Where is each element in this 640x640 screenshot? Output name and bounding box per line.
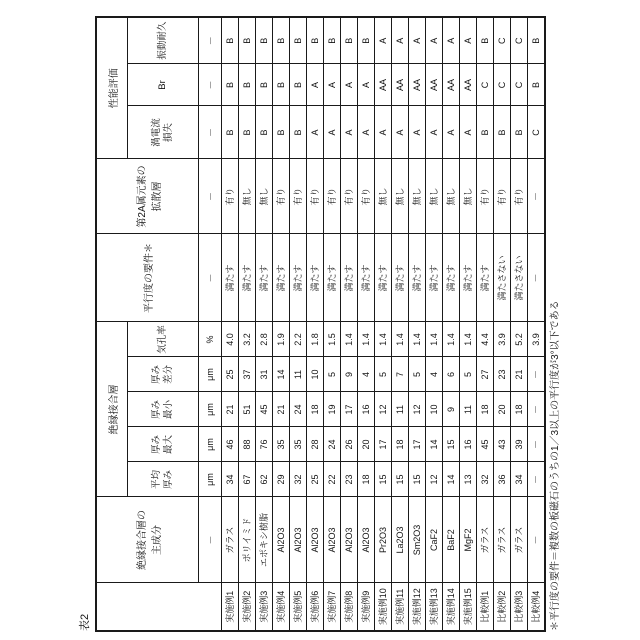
cell-avg-thickness: 12 <box>426 462 443 497</box>
col-header-vibration-durability: 振動耐久 <box>128 17 199 64</box>
cell-vibration-durability: B <box>528 17 546 64</box>
cell-component: La2O3 <box>392 497 409 583</box>
cell-diffusion-layer: 有り <box>477 159 494 234</box>
cell-component: ガラス <box>511 497 528 583</box>
cell-max-thickness: 35 <box>273 427 290 462</box>
table-row <box>256 17 273 631</box>
cell-min-thickness: － <box>528 392 546 427</box>
table-row <box>528 17 546 631</box>
cell-porosity: 5.2 <box>511 322 528 357</box>
cell-max-thickness: 16 <box>460 427 477 462</box>
cell-thickness-diff: 4 <box>426 357 443 392</box>
cell-min-thickness: 18 <box>307 392 324 427</box>
cell-br: C <box>494 64 511 106</box>
cell-max-thickness: 18 <box>392 427 409 462</box>
cell-porosity: 3.9 <box>494 322 511 357</box>
cell-eddy-current-loss: A <box>392 106 409 159</box>
cell-porosity: 3.2 <box>239 322 256 357</box>
cell-avg-thickness: 18 <box>358 462 375 497</box>
table-caption: 表2 <box>79 613 91 631</box>
cell-porosity: 2.2 <box>290 322 307 357</box>
cell-max-thickness: 43 <box>494 427 511 462</box>
row-label: 実施例10 <box>375 583 392 631</box>
cell-max-thickness: 88 <box>239 427 256 462</box>
row-label: 実施例2 <box>239 583 256 631</box>
group-header-insulation-layer: 絶縁接合層 <box>96 322 128 497</box>
cell-thickness-diff: 5 <box>375 357 392 392</box>
row-label: 比較例1 <box>477 583 494 631</box>
cell-parallelism: 満たす <box>426 234 443 322</box>
cell-diffusion-layer: 無し <box>426 159 443 234</box>
cell-br: B <box>273 64 290 106</box>
cell-min-thickness: 10 <box>426 392 443 427</box>
cell-parallelism: 満たす <box>460 234 477 322</box>
cell-max-thickness: 35 <box>290 427 307 462</box>
cell-porosity: 1.9 <box>273 322 290 357</box>
cell-diffusion-layer: 有り <box>307 159 324 234</box>
cell-min-thickness: 21 <box>273 392 290 427</box>
cell-min-thickness: 45 <box>256 392 273 427</box>
table-row <box>392 17 409 631</box>
table-row <box>477 17 494 631</box>
cell-eddy-current-loss: B <box>239 106 256 159</box>
cell-component: ガラス <box>494 497 511 583</box>
row-label: 実施例6 <box>307 583 324 631</box>
cell-thickness-diff: 5 <box>409 357 426 392</box>
cell-min-thickness: 21 <box>222 392 239 427</box>
cell-br: B <box>256 64 273 106</box>
cell-br: B <box>222 64 239 106</box>
cell-max-thickness: 28 <box>307 427 324 462</box>
row-label: 実施例9 <box>358 583 375 631</box>
cell-thickness-diff: － <box>528 357 546 392</box>
cell-br: A <box>307 64 324 106</box>
cell-diffusion-layer: 無し <box>460 159 477 234</box>
cell-max-thickness: － <box>528 427 546 462</box>
cell-thickness-diff: 11 <box>290 357 307 392</box>
cell-br: A <box>324 64 341 106</box>
cell-parallelism: － <box>528 234 546 322</box>
cell-diffusion-layer: 有り <box>358 159 375 234</box>
cell-vibration-durability: B <box>341 17 358 64</box>
cell-avg-thickness: 29 <box>273 462 290 497</box>
cell-parallelism: 満たす <box>358 234 375 322</box>
cell-vibration-durability: B <box>324 17 341 64</box>
cell-thickness-diff: 6 <box>443 357 460 392</box>
cell-porosity: 4.0 <box>222 322 239 357</box>
cell-eddy-current-loss: B <box>256 106 273 159</box>
row-label: 比較例2 <box>494 583 511 631</box>
col-header-min-thickness: 厚み 最小 <box>128 392 199 427</box>
cell-max-thickness: 39 <box>511 427 528 462</box>
cell-diffusion-layer: 無し <box>443 159 460 234</box>
cell-thickness-diff: 23 <box>494 357 511 392</box>
cell-br: B <box>528 64 546 106</box>
cell-parallelism: 満たす <box>290 234 307 322</box>
cell-parallelism: 満たす <box>375 234 392 322</box>
cell-max-thickness: 46 <box>222 427 239 462</box>
row-label: 実施例1 <box>222 583 239 631</box>
cell-avg-thickness: 23 <box>341 462 358 497</box>
unit-cell-min-thickness: μm <box>199 392 222 427</box>
cell-thickness-diff: 31 <box>256 357 273 392</box>
col-header-thickness-diff: 厚み 差分 <box>128 357 199 392</box>
cell-max-thickness: 24 <box>324 427 341 462</box>
table-row <box>273 17 290 631</box>
unit-cell-br: － <box>199 64 222 106</box>
unit-cell-thickness-diff: μm <box>199 357 222 392</box>
table-row <box>511 17 528 631</box>
table-row <box>460 17 477 631</box>
cell-diffusion-layer: 無し <box>256 159 273 234</box>
cell-parallelism: 満たす <box>341 234 358 322</box>
cell-eddy-current-loss: A <box>341 106 358 159</box>
cell-diffusion-layer: 有り <box>290 159 307 234</box>
cell-min-thickness: 19 <box>324 392 341 427</box>
cell-avg-thickness: 15 <box>409 462 426 497</box>
group-header-performance: 性能評価 <box>96 17 128 159</box>
cell-porosity: 1.4 <box>443 322 460 357</box>
cell-eddy-current-loss: B <box>273 106 290 159</box>
table-row <box>494 17 511 631</box>
row-label: 実施例5 <box>290 583 307 631</box>
table-row <box>290 17 307 631</box>
cell-min-thickness: 24 <box>290 392 307 427</box>
cell-vibration-durability: B <box>290 17 307 64</box>
cell-thickness-diff: 4 <box>358 357 375 392</box>
cell-component: ガラス <box>477 497 494 583</box>
cell-diffusion-layer: 無し <box>239 159 256 234</box>
cell-br: AA <box>409 64 426 106</box>
cell-thickness-diff: 5 <box>460 357 477 392</box>
cell-br: A <box>341 64 358 106</box>
cell-parallelism: 満たす <box>222 234 239 322</box>
cell-min-thickness: 16 <box>358 392 375 427</box>
cell-porosity: 1.4 <box>392 322 409 357</box>
cell-diffusion-layer: 無し <box>409 159 426 234</box>
cell-porosity: 1.8 <box>307 322 324 357</box>
cell-component: エポキシ樹脂 <box>256 497 273 583</box>
cell-parallelism: 満たす <box>256 234 273 322</box>
row-label: 実施例11 <box>392 583 409 631</box>
cell-vibration-durability: B <box>358 17 375 64</box>
cell-min-thickness: 12 <box>375 392 392 427</box>
cell-vibration-durability: B <box>256 17 273 64</box>
cell-component: Al2O3 <box>358 497 375 583</box>
table-row <box>443 17 460 631</box>
table-row <box>239 17 256 631</box>
cell-thickness-diff: 37 <box>239 357 256 392</box>
cell-vibration-durability: A <box>409 17 426 64</box>
cell-avg-thickness: 13 <box>460 462 477 497</box>
cell-eddy-current-loss: A <box>307 106 324 159</box>
cell-br: C <box>477 64 494 106</box>
table-row <box>375 17 392 631</box>
row-label: 実施例4 <box>273 583 290 631</box>
cell-diffusion-layer: 有り <box>222 159 239 234</box>
cell-avg-thickness: 22 <box>324 462 341 497</box>
cell-min-thickness: 20 <box>494 392 511 427</box>
cell-porosity: 1.4 <box>358 322 375 357</box>
cell-min-thickness: 12 <box>409 392 426 427</box>
cell-diffusion-layer: － <box>528 159 546 234</box>
cell-avg-thickness: 32 <box>290 462 307 497</box>
cell-max-thickness: 14 <box>426 427 443 462</box>
cell-component: Al2O3 <box>307 497 324 583</box>
cell-vibration-durability: B <box>222 17 239 64</box>
table-row <box>426 17 443 631</box>
unit-cell-porosity: % <box>199 322 222 357</box>
cell-min-thickness: 51 <box>239 392 256 427</box>
cell-eddy-current-loss: A <box>426 106 443 159</box>
cell-br: AA <box>392 64 409 106</box>
cell-parallelism: 満たす <box>324 234 341 322</box>
cell-eddy-current-loss: B <box>494 106 511 159</box>
cell-max-thickness: 17 <box>375 427 392 462</box>
cell-porosity: 1.4 <box>375 322 392 357</box>
row-label: 実施例12 <box>409 583 426 631</box>
header-group-row <box>96 17 128 631</box>
cell-diffusion-layer: 有り <box>511 159 528 234</box>
cell-max-thickness: 45 <box>477 427 494 462</box>
cell-max-thickness: 17 <box>409 427 426 462</box>
cell-avg-thickness: 67 <box>239 462 256 497</box>
cell-thickness-diff: 5 <box>324 357 341 392</box>
cell-component: CaF2 <box>426 497 443 583</box>
col-header-porosity: 気孔率 <box>128 322 199 357</box>
cell-component: BaF2 <box>443 497 460 583</box>
cell-eddy-current-loss: A <box>324 106 341 159</box>
cell-component: ポリイミド <box>239 497 256 583</box>
cell-br: C <box>511 64 528 106</box>
cell-vibration-durability: C <box>494 17 511 64</box>
cell-avg-thickness: 34 <box>511 462 528 497</box>
unit-cell-max-thickness: μm <box>199 427 222 462</box>
cell-br: AA <box>375 64 392 106</box>
unit-cell-parallelism: － <box>199 234 222 322</box>
cell-eddy-current-loss: A <box>375 106 392 159</box>
table-row <box>324 17 341 631</box>
col-header-component: 絶縁接合層の 主成分 <box>96 497 199 583</box>
cell-porosity: 1.5 <box>324 322 341 357</box>
corner-blank-cell <box>96 583 222 631</box>
cell-diffusion-layer: 有り <box>341 159 358 234</box>
cell-eddy-current-loss: B <box>222 106 239 159</box>
cell-br: AA <box>426 64 443 106</box>
cell-parallelism: 満たす <box>409 234 426 322</box>
row-label: 実施例13 <box>426 583 443 631</box>
cell-br: AA <box>443 64 460 106</box>
cell-component: － <box>528 497 546 583</box>
cell-component: ガラス <box>222 497 239 583</box>
cell-br: B <box>290 64 307 106</box>
cell-eddy-current-loss: B <box>511 106 528 159</box>
row-label: 実施例15 <box>460 583 477 631</box>
cell-vibration-durability: A <box>392 17 409 64</box>
cell-diffusion-layer: 無し <box>375 159 392 234</box>
cell-porosity: 4.4 <box>477 322 494 357</box>
data-table <box>95 16 546 632</box>
cell-min-thickness: 11 <box>392 392 409 427</box>
cell-br: B <box>239 64 256 106</box>
row-label: 実施例3 <box>256 583 273 631</box>
cell-min-thickness: 18 <box>477 392 494 427</box>
cell-vibration-durability: A <box>426 17 443 64</box>
col-header-br: Br <box>128 64 199 106</box>
cell-eddy-current-loss: C <box>528 106 546 159</box>
cell-parallelism: 満たす <box>443 234 460 322</box>
cell-avg-thickness: 62 <box>256 462 273 497</box>
cell-diffusion-layer: 有り <box>324 159 341 234</box>
row-label: 比較例3 <box>511 583 528 631</box>
cell-porosity: 1.4 <box>409 322 426 357</box>
table-row <box>358 17 375 631</box>
cell-thickness-diff: 9 <box>341 357 358 392</box>
cell-avg-thickness: 36 <box>494 462 511 497</box>
cell-porosity: 3.9 <box>528 322 546 357</box>
cell-vibration-durability: A <box>443 17 460 64</box>
cell-thickness-diff: 14 <box>273 357 290 392</box>
table-row <box>409 17 426 631</box>
cell-diffusion-layer: 有り <box>494 159 511 234</box>
cell-avg-thickness: － <box>528 462 546 497</box>
cell-vibration-durability: B <box>273 17 290 64</box>
cell-min-thickness: 18 <box>511 392 528 427</box>
cell-thickness-diff: 27 <box>477 357 494 392</box>
cell-parallelism: 満たさない <box>494 234 511 322</box>
cell-avg-thickness: 15 <box>375 462 392 497</box>
cell-min-thickness: 11 <box>460 392 477 427</box>
cell-max-thickness: 76 <box>256 427 273 462</box>
cell-max-thickness: 20 <box>358 427 375 462</box>
cell-br: A <box>358 64 375 106</box>
cell-component: Al2O3 <box>324 497 341 583</box>
cell-eddy-current-loss: A <box>358 106 375 159</box>
cell-thickness-diff: 21 <box>511 357 528 392</box>
cell-eddy-current-loss: B <box>477 106 494 159</box>
row-label: 実施例14 <box>443 583 460 631</box>
row-label: 実施例8 <box>341 583 358 631</box>
unit-cell-vibration-durability: － <box>199 17 222 64</box>
cell-max-thickness: 15 <box>443 427 460 462</box>
cell-vibration-durability: B <box>477 17 494 64</box>
cell-porosity: 1.4 <box>426 322 443 357</box>
cell-parallelism: 満たす <box>477 234 494 322</box>
col-header-max-thickness: 厚み 最大 <box>128 427 199 462</box>
cell-eddy-current-loss: A <box>443 106 460 159</box>
cell-component: Pr2O3 <box>375 497 392 583</box>
cell-diffusion-layer: 有り <box>273 159 290 234</box>
cell-component: Al2O3 <box>290 497 307 583</box>
cell-component: Al2O3 <box>273 497 290 583</box>
cell-vibration-durability: B <box>239 17 256 64</box>
cell-parallelism: 満たす <box>273 234 290 322</box>
col-header-parallelism: 平行度の要件＊ <box>96 234 199 322</box>
cell-porosity: 1.4 <box>460 322 477 357</box>
header-unit-row <box>199 17 222 631</box>
unit-cell-avg-thickness: μm <box>199 462 222 497</box>
col-header-diffusion-layer: 第2A属元素の 拡散層 <box>96 159 199 234</box>
col-header-avg-thickness: 平均 厚み <box>128 462 199 497</box>
cell-component: Al2O3 <box>341 497 358 583</box>
cell-porosity: 1.4 <box>341 322 358 357</box>
cell-component: MgF2 <box>460 497 477 583</box>
cell-br: AA <box>460 64 477 106</box>
footnote: ＊平行度の要件＝複数の板磁石のうちの1／3以上の平行度が3°以下である <box>550 300 561 631</box>
unit-cell-diffusion-layer: － <box>199 159 222 234</box>
row-label: 実施例7 <box>324 583 341 631</box>
cell-eddy-current-loss: A <box>409 106 426 159</box>
table-row <box>307 17 324 631</box>
cell-thickness-diff: 7 <box>392 357 409 392</box>
cell-eddy-current-loss: A <box>460 106 477 159</box>
unit-cell-eddy-current-loss: － <box>199 106 222 159</box>
cell-avg-thickness: 34 <box>222 462 239 497</box>
table-row <box>222 17 239 631</box>
cell-avg-thickness: 32 <box>477 462 494 497</box>
rotated-sheet <box>79 8 561 632</box>
cell-avg-thickness: 25 <box>307 462 324 497</box>
cell-avg-thickness: 15 <box>392 462 409 497</box>
row-label: 比較例4 <box>528 583 546 631</box>
col-header-eddy-current-loss: 渦電流 損失 <box>128 106 199 159</box>
cell-vibration-durability: A <box>375 17 392 64</box>
cell-min-thickness: 9 <box>443 392 460 427</box>
cell-parallelism: 満たさない <box>511 234 528 322</box>
unit-cell-component: － <box>199 497 222 583</box>
cell-max-thickness: 26 <box>341 427 358 462</box>
cell-thickness-diff: 25 <box>222 357 239 392</box>
cell-vibration-durability: C <box>511 17 528 64</box>
cell-min-thickness: 17 <box>341 392 358 427</box>
cell-porosity: 2.8 <box>256 322 273 357</box>
cell-parallelism: 満たす <box>392 234 409 322</box>
cell-thickness-diff: 10 <box>307 357 324 392</box>
cell-vibration-durability: B <box>307 17 324 64</box>
cell-parallelism: 満たす <box>239 234 256 322</box>
cell-vibration-durability: A <box>460 17 477 64</box>
table-row <box>341 17 358 631</box>
cell-component: Sm2O3 <box>409 497 426 583</box>
cell-parallelism: 満たす <box>307 234 324 322</box>
cell-avg-thickness: 14 <box>443 462 460 497</box>
cell-eddy-current-loss: B <box>290 106 307 159</box>
cell-diffusion-layer: 無し <box>392 159 409 234</box>
